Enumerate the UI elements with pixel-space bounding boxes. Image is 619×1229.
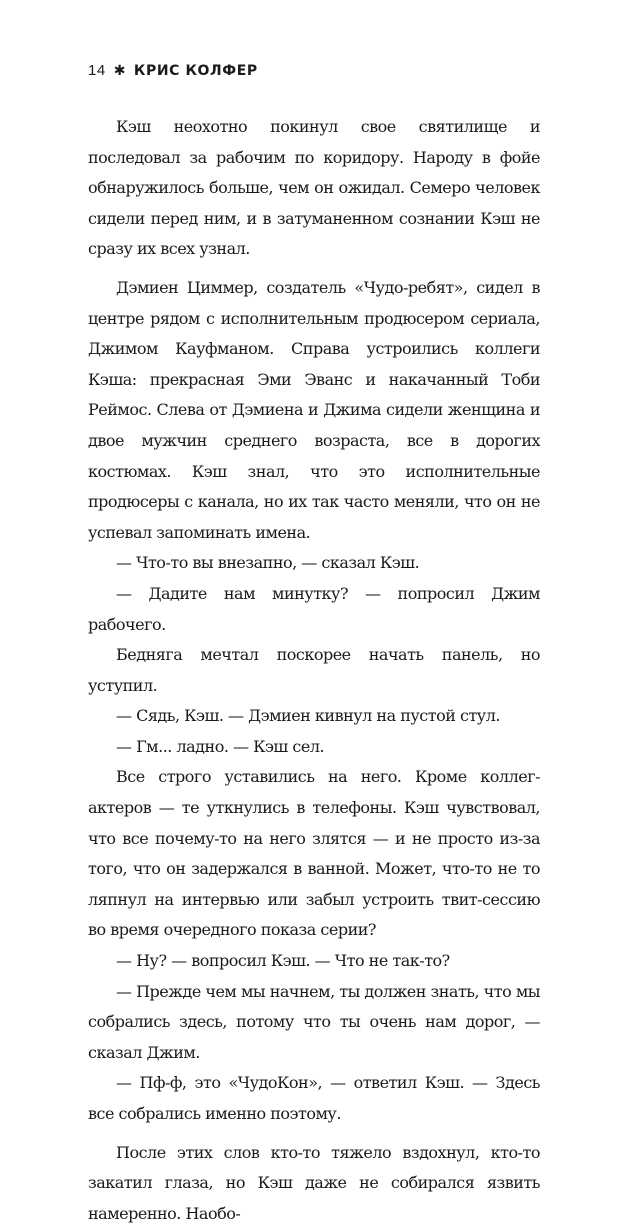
running-head — [88, 62, 258, 79]
author-name: КРИС КОЛФЕР — [133, 62, 258, 79]
paragraph: После этих слов кто-то тяжело вздохнул, кто-то закатил глаза, но Кэш даже не собирался язвить намеренно. Наобо- — [88, 1142, 540, 1223]
paragraph: — Ну? — вопросил Кэш. — Что не так-то? — [116, 951, 450, 971]
paragraph: Дэмиен Циммер, создатель «Чудо-ребят», сидел в центре рядом с исполнительным продюсером сериала, Джимом Кауфманом. Справа устроились коллеги Кэша: прекрасная Эми Эванс и накачанный Тоби Реймос. Слева от Дэмиена и Джима сидели женщина и двое мужчин среднего возраста, все в дорогих костюмах. Кэш знал, что это исполнительные продюсеры с канала, но их так часто меняли, что он не успевал запоминать имена. — [88, 277, 540, 542]
paragraph: — Прежде чем мы начнем, ты должен знать, что мы собрались здесь, потому что ты очень нам дорог, — сказал Джим. — [88, 981, 540, 1062]
paragraph: — Дадите нам минутку? — попросил Джим рабочего. — [88, 583, 540, 634]
asterisk-icon: ✱ — [113, 62, 126, 79]
page-number: 14 — [88, 62, 106, 79]
paragraph: Кэш неохотно покинул свое святилище и последовал за рабочим по коридору. Народу в фойе обнаружилось больше, чем он ожидал. Семеро человек сидели перед ним, и в затуманенном сознании Кэш не сразу их всех узнал. — [88, 117, 540, 259]
body-text — [88, 112, 540, 1229]
paragraph: Все строго уставились на него. Кроме коллег-актеров — те уткнулись в телефоны. Кэш чувствовал, что все почему-то на него злятся — и не просто из-за того, что он задержался в ванной. Может, что-то не то ляпнул на интервью или забыл устроить твит-сессию во время очередного показа серии? — [88, 767, 540, 940]
paragraph: — Сядь, Кэш. — Дэмиен кивнул на пустой стул. — [116, 706, 500, 726]
paragraph: — Пф-ф, это «ЧудоКон», — ответил Кэш. — Здесь все собрались именно поэтому. — [88, 1073, 540, 1123]
paragraph: — Гм... ладно. — Кэш сел. — [116, 736, 325, 756]
paragraph: Бедняга мечтал поскорее начать панель, но уступил. — [88, 645, 540, 695]
paragraph: — Что-то вы внезапно, — сказал Кэш. — [116, 553, 420, 573]
